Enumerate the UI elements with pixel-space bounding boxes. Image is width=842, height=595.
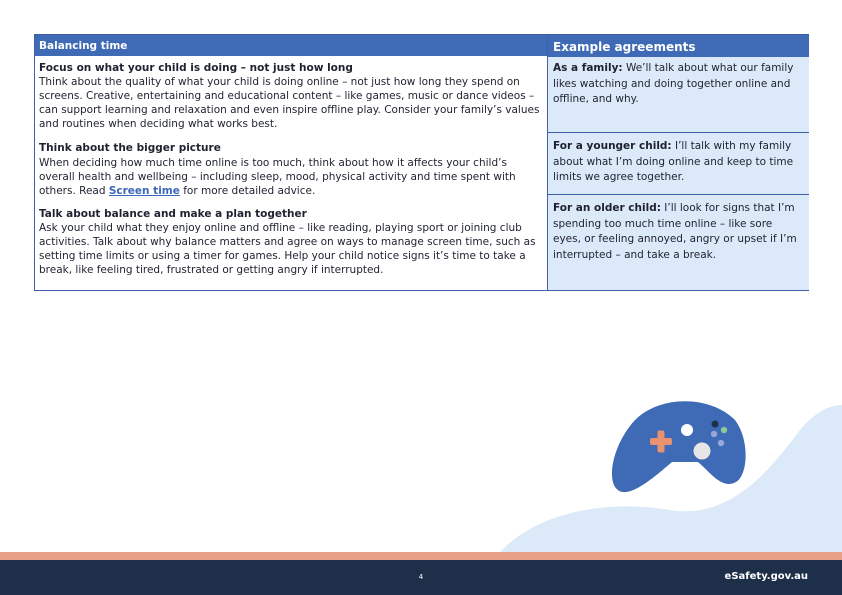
- agreement-older-child: [548, 194, 809, 290]
- footer-accent-stripe: [0, 552, 842, 560]
- agreement-label: For an older child:: [553, 202, 661, 214]
- section-body: Think about the quality of what your child is doing online – not just how long they spend on screens. Creative, entertaining and educational content – like games, music or dance videos – can support learning and relaxation and even inspire offline play. Consider your family’s values and routines when deciding what works best.: [39, 76, 540, 131]
- balancing-time-column: [35, 35, 547, 290]
- balancing-time-header: Balancing time: [35, 35, 547, 56]
- section-heading: Focus on what your child is doing – not just how long: [39, 62, 353, 74]
- section-heading: Think about the bigger picture: [39, 142, 221, 155]
- screen-time-link[interactable]: Screen time: [108, 184, 180, 197]
- footer-bar: [0, 560, 842, 595]
- section-focus: [35, 61, 547, 131]
- section-body: Ask your child what they enjoy online and offline – like reading, playing sport or joining club activities. Talk about why balance matters and agree on ways to manage screen time, such as setting time limits or using a timer for games. Help your child notice signs it’s time to take a break, like feeling tired, frustrated or getting angry if interrupted.: [39, 221, 536, 277]
- site-url[interactable]: eSafety.gov.au: [724, 571, 808, 582]
- agreement-text: I’ll talk with my family about what I’m doing online and keep to time limits we agree together.: [553, 140, 794, 183]
- section-body: [39, 156, 544, 198]
- agreement-label: For a younger child:: [553, 140, 672, 152]
- balancing-time-table: [34, 34, 809, 291]
- body-text: for more detailed advice.: [179, 184, 316, 197]
- agreement-text: We’ll talk about what our family likes watching and doing together online and offline, and why.: [553, 62, 794, 105]
- agreement-younger-child: [548, 132, 809, 194]
- decorative-illustration: [500, 400, 842, 552]
- section-balance-plan: [35, 207, 547, 277]
- page-number: 4: [418, 573, 424, 581]
- agreement-label: As a family:: [553, 62, 623, 74]
- example-agreements-column: [547, 35, 809, 290]
- section-heading: Talk about balance and make a plan together: [39, 207, 307, 220]
- body-text: When deciding how much time online is too much, think about how it affects your child’s overall health and wellbeing – including sleep, mood, physical activity and time spent with others. Read: [39, 156, 516, 197]
- agreement-text: I’ll look for signs that I’m spending too much time online – like sore eyes, or feeling annoyed, angry or upset if I’m interrupted – and take a break.: [553, 202, 797, 261]
- section-bigger-picture: [35, 141, 547, 197]
- game-controller-icon: [612, 401, 746, 492]
- example-agreements-header: Example agreements: [548, 35, 809, 57]
- agreement-family: [548, 57, 809, 132]
